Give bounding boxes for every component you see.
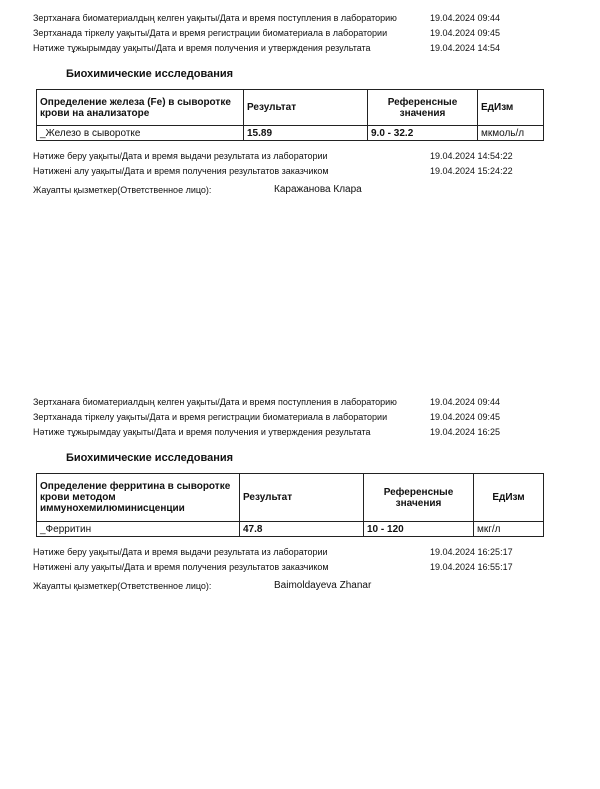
registration-time-label: Зертханада тіркелу уақыты/Дата и время регистрации биоматериала в лаборатории [33,28,388,38]
cell-reference: 9.0 - 32.2 [368,126,478,141]
customer-time-label: Нәтижені алу уақыты/Дата и время получения результатов заказчиком [33,166,329,176]
cell-result: 15.89 [244,126,368,141]
section-title: Биохимические исследования [66,452,234,464]
customer-time-label: Нәтижені алу уақыты/Дата и время получения результатов заказчиком [33,562,329,572]
header-reference: Референсные значения [368,90,478,126]
table-row [37,126,544,141]
cell-result: 47.8 [240,522,364,537]
header-unit: ЕдИзм [478,90,544,126]
approval-time-value: 19.04.2024 16:25 [430,427,501,437]
approval-time-label: Нәтиже тұжырымдау уақыты/Дата и время получения и утверждения результата [33,43,371,53]
registration-time-label: Зертханада тіркелу уақыты/Дата и время регистрации биоматериала в лаборатории [33,412,388,422]
table-header-row [37,474,544,522]
results-table [36,473,544,537]
results-table [36,89,544,141]
responsible-label: Жауапты қызметкер(Ответственное лицо): [33,185,212,195]
responsible-name: Baimoldayeva Zhanar [274,580,372,591]
header-unit: ЕдИзм [474,474,544,522]
issue-time-value: 19.04.2024 14:54:22 [430,151,513,161]
cell-unit: мкмоль/л [478,126,544,141]
issue-time-label: Нәтиже беру уақыты/Дата и время выдачи результата из лаборатории [33,151,328,161]
header-test-name: Определение ферритина в сыворотке крови методом иммунохемилюминисценции [37,474,240,522]
table-header-row [37,90,544,126]
table-row [37,522,544,537]
approval-time-label: Нәтиже тұжырымдау уақыты/Дата и время получения и утверждения результата [33,427,371,437]
header-result: Результат [240,474,364,522]
cell-reference: 10 - 120 [364,522,474,537]
customer-time-value: 19.04.2024 15:24:22 [430,166,513,176]
issue-time-label: Нәтиже беру уақыты/Дата и время выдачи результата из лаборатории [33,547,328,557]
received-time-value: 19.04.2024 09:44 [430,397,501,407]
cell-test-name: _Ферритин [37,522,240,537]
registration-time-value: 19.04.2024 09:45 [430,412,501,422]
customer-time-value: 19.04.2024 16:55:17 [430,562,513,572]
issue-time-value: 19.04.2024 16:25:17 [430,547,513,557]
responsible-name: Каражанова Клара [274,184,362,195]
approval-time-value: 19.04.2024 14:54 [430,43,501,53]
section-title: Биохимические исследования [66,68,234,80]
header-reference: Референсные значения [364,474,474,522]
header-test-name: Определение железа (Fe) в сыворотке крови на анализаторе [37,90,244,126]
cell-test-name: _Железо в сыворотке [37,126,244,141]
received-time-label: Зертханаға биоматериалдың келген уақыты/Дата и время поступления в лабораторию [33,397,397,407]
header-result: Результат [244,90,368,126]
received-time-label: Зертханаға биоматериалдың келген уақыты/Дата и время поступления в лабораторию [33,13,397,23]
registration-time-value: 19.04.2024 09:45 [430,28,501,38]
responsible-label: Жауапты қызметкер(Ответственное лицо): [33,581,212,591]
received-time-value: 19.04.2024 09:44 [430,13,501,23]
cell-unit: мкг/л [474,522,544,537]
